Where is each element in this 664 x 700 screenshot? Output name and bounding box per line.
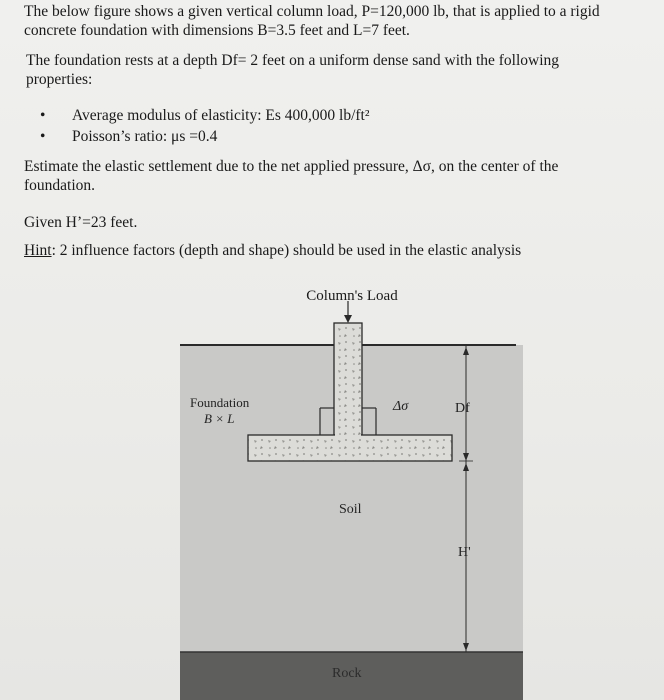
bullet-icon: • — [40, 128, 46, 145]
foundation-label: Foundation — [190, 395, 250, 410]
properties-list — [40, 105, 370, 147]
property-text: Average modulus of elasticity: Es 400,000 lb/ft² — [72, 107, 370, 124]
foundation-diagram — [0, 283, 664, 700]
foundation-dims-label: B × L — [204, 411, 235, 426]
soil-intro-paragraph: The foundation rests at a depth Df= 2 feet on a uniform dense sand with the following properties: — [26, 52, 560, 88]
column-load-label: Column's Load — [306, 288, 398, 304]
concrete-column — [334, 323, 362, 435]
concrete-footing — [248, 435, 452, 461]
bullet-icon: • — [40, 107, 46, 124]
property-item-poisson — [40, 126, 370, 147]
property-text: Poisson’s ratio: μs =0.4 — [72, 128, 218, 145]
given-line: Given H’=23 feet. — [24, 214, 138, 231]
h-prime-label: H' — [458, 545, 471, 560]
hint-line — [24, 241, 521, 260]
soil-label: Soil — [339, 502, 362, 517]
df-label: Df — [455, 401, 470, 416]
rock-label: Rock — [332, 666, 362, 681]
intro-paragraph: The below figure shows a given vertical column load, P=120,000 lb, that is applied to a rigid concrete foundation with dimensions B=3.5 feet and L=7 feet. — [24, 3, 600, 39]
hint-label: Hint — [24, 242, 52, 259]
delta-sigma-label: Δσ — [393, 399, 409, 414]
hint-text: : 2 influence factors (depth and shape) should be used in the elastic analysis — [51, 242, 522, 259]
property-item-modulus — [40, 105, 370, 126]
task-paragraph: Estimate the elastic settlement due to the net applied pressure, Δσ, on the center of the foundation. — [24, 158, 559, 194]
load-arrow-head-icon — [344, 315, 352, 323]
